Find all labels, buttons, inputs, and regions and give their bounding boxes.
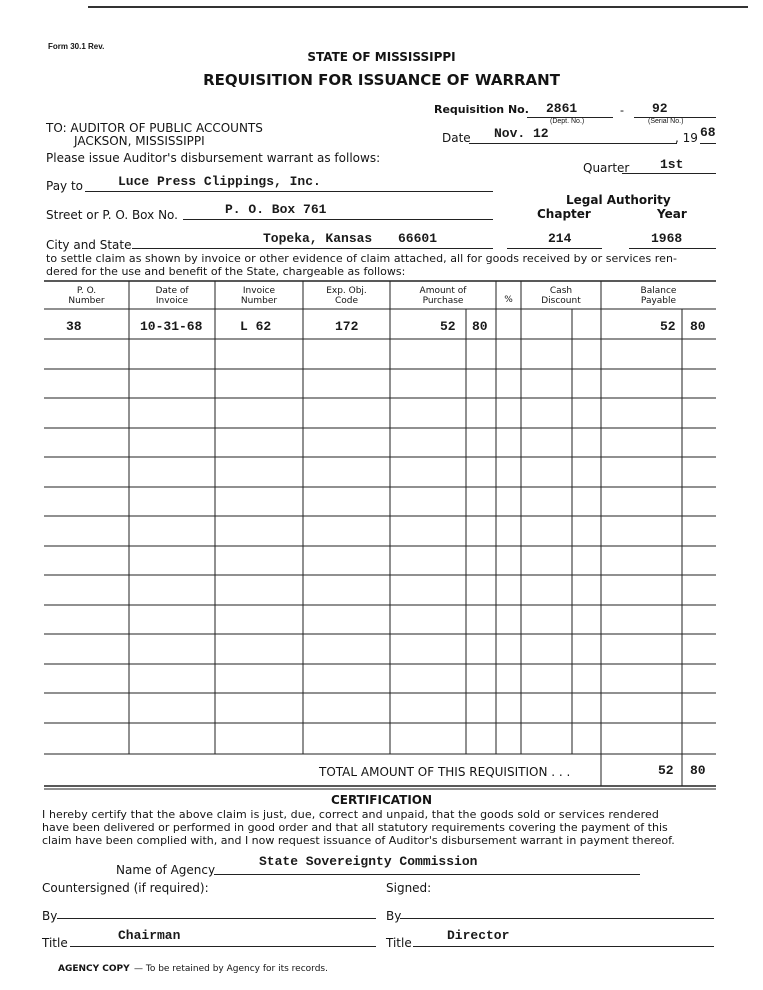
total-dollars: 52 xyxy=(658,763,674,778)
dept-no-value: 2861 xyxy=(546,101,578,116)
street-value: P. O. Box 761 xyxy=(225,202,327,217)
chapter-value: 214 xyxy=(548,231,572,246)
legal-year-value: 1968 xyxy=(651,231,683,246)
to-line2: JACKSON, MISSISSIPPI xyxy=(74,134,205,148)
countersigned-label: Countersigned (if required): xyxy=(42,881,209,895)
agency-copy-label: AGENCY COPY xyxy=(58,964,130,974)
pay-to-label: Pay to xyxy=(46,179,84,193)
title-value-left: Chairman xyxy=(118,928,181,943)
zip-value: 66601 xyxy=(398,231,438,246)
title-line-left xyxy=(70,946,376,947)
certification-line1: I hereby certify that the above claim is just, due, correct and unpaid, that the goods sold or services rendered xyxy=(42,808,660,821)
row1-date: 10-31-68 xyxy=(140,319,203,334)
certification-line3: claim have been complied with, and I now request issuance of Auditor's disbursement warrant in payment thereof. xyxy=(42,834,675,847)
row1-balance-dollars: 52 xyxy=(660,319,676,334)
claim-text-line1: to settle claim as shown by invoice or other evidence of claim attached, all for goods received by or services ren- xyxy=(46,252,677,265)
street-label: Street or P. O. Box No. xyxy=(46,208,178,222)
title-value-right: Director xyxy=(447,928,510,943)
by-line-left xyxy=(57,918,376,919)
title-line-right xyxy=(413,946,714,947)
pay-to-value: Luce Press Clippings, Inc. xyxy=(118,174,321,189)
by-line-right xyxy=(400,918,714,919)
title-label-right: Title xyxy=(386,936,412,950)
chapter-label: Chapter xyxy=(537,207,591,221)
page-title: REQUISITION FOR ISSUANCE OF WARRANT xyxy=(203,71,560,89)
certification-line2: have been delivered or performed in good order and that all statutory requirements covering the payment of this xyxy=(42,821,668,834)
requisition-dash: - xyxy=(620,103,624,117)
instruction-text: Please issue Auditor's disbursement warrant as follows: xyxy=(46,151,381,165)
year-suffix: 68 xyxy=(700,125,716,140)
year-label: Year xyxy=(657,207,687,221)
agency-line xyxy=(214,874,640,875)
col-header-pct: % xyxy=(504,295,513,305)
row1-balance-cents: 80 xyxy=(690,319,706,334)
row1-amount-cents: 80 xyxy=(472,319,488,334)
agency-value: State Sovereignty Commission xyxy=(259,854,478,869)
col-header-amount: Amount of Purchase xyxy=(419,286,467,306)
row1-invoice: L 62 xyxy=(240,319,272,334)
row1-exp: 172 xyxy=(335,319,359,334)
quarter-label: Quarter xyxy=(583,161,630,175)
agency-copy-note: — To be retained by Agency for its records. xyxy=(134,964,328,974)
claim-text-line2: dered for the use and benefit of the State, chargeable as follows: xyxy=(46,265,406,278)
agency-label: Name of Agency xyxy=(116,863,216,877)
col-header-date: Date of Invoice xyxy=(155,286,189,306)
quarter-value: 1st xyxy=(660,157,684,172)
col-header-balance: Balance Payable xyxy=(640,286,677,306)
date-label: Date xyxy=(442,131,471,145)
title-label-left: Title xyxy=(42,936,68,950)
to-line1: TO: AUDITOR OF PUBLIC ACCOUNTS xyxy=(46,121,263,135)
col-header-po: P. O. Number xyxy=(68,286,105,306)
col-header-cash: Cash Discount xyxy=(541,286,581,306)
state-name: STATE OF MISSISSIPPI xyxy=(307,50,456,64)
legal-authority-label: Legal Authority xyxy=(566,193,671,207)
form-number: Form 30.1 Rev. xyxy=(48,42,105,51)
total-cents: 80 xyxy=(690,763,706,778)
signed-label: Signed: xyxy=(386,881,432,895)
total-label: TOTAL AMOUNT OF THIS REQUISITION . . . xyxy=(319,765,571,779)
city-label: City and State xyxy=(46,238,132,252)
by-label-left: By xyxy=(42,909,58,923)
row1-po: 38 xyxy=(66,319,82,334)
serial-no-value: 92 xyxy=(652,101,668,116)
col-header-invoice: Invoice Number xyxy=(240,286,278,306)
year-prefix: , 19 xyxy=(675,131,698,145)
requisition-label: Requisition No. xyxy=(434,103,529,116)
row1-amount-dollars: 52 xyxy=(440,319,456,334)
certification-heading: CERTIFICATION xyxy=(330,793,433,807)
by-label-right: By xyxy=(386,909,402,923)
serial-no-caption: (Serial No.) xyxy=(648,118,684,125)
dept-no-caption: (Dept. No.) xyxy=(550,118,585,125)
city-value: Topeka, Kansas xyxy=(263,231,373,246)
date-value: Nov. 12 xyxy=(494,126,549,141)
col-header-exp: Exp. Obj. Code xyxy=(326,286,367,306)
